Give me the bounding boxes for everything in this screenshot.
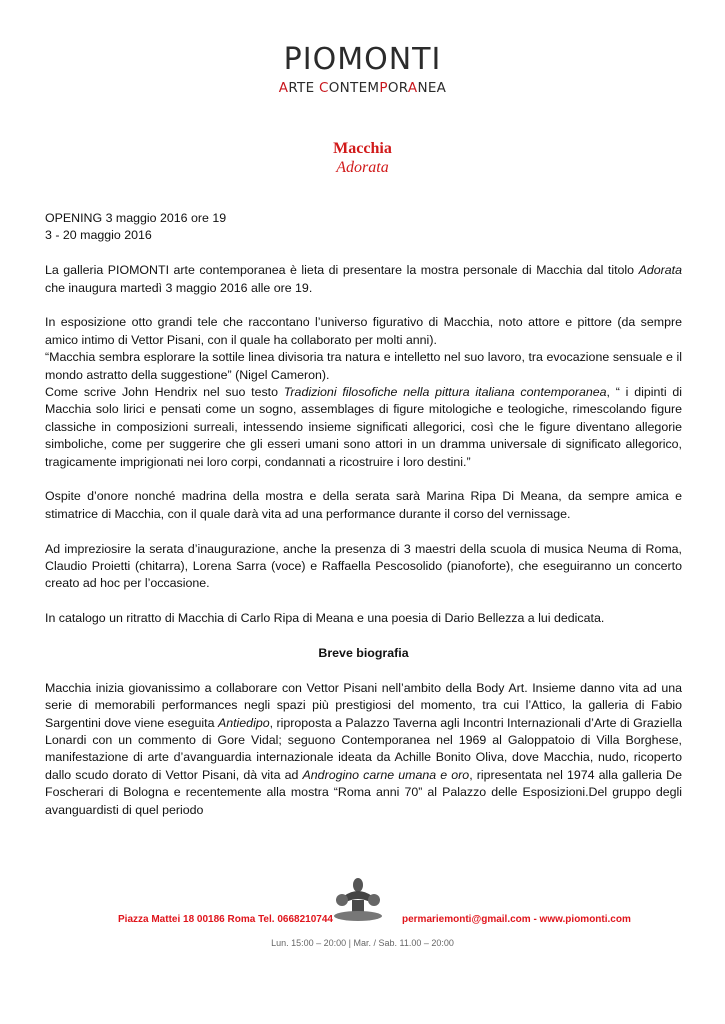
bio-heading: Breve biografia xyxy=(318,646,409,661)
paragraph-intro: La galleria PIOMONTI arte contemporanea è lieta di presentare la mostra personale di Macchia dal titolo Adorata che inaugura martedì 3 maggio 2016 alle ore 19. xyxy=(45,263,682,295)
footer-address: Piazza Mattei 18 00186 Roma Tel. 0668210744 xyxy=(118,914,333,925)
fountain-emblem-icon xyxy=(330,876,386,922)
opening-line: OPENING 3 maggio 2016 ore 19 xyxy=(45,211,227,225)
footer-contacts[interactable]: permariemonti@gmail.com - www.piomonti.com xyxy=(402,914,631,925)
exhibition-title: Adorata xyxy=(336,159,389,176)
paragraph-music: Ad impreziosire la serata d’inaugurazione, anche la presenza di 3 maestri della scuola di musica Neuma di Roma, Claudio Proietti (chitarra), Lorena Sarra (voce) e Raffaella Pescosolido (pianoforte), che eseguiranno un concerto creato ad hoc per l’occasione. xyxy=(45,541,682,591)
brand-logo-title: PIOMONTI xyxy=(283,42,442,77)
bio-text: Macchia inizia giovanissimo a collaborare con Vettor Pisani nell’ambito della Body Art. Insieme danno vita ad una serie di memorabili performances negli spazi più prestigiosi del momento, tra cui l’Attico, la galleria di Fabio Sargentini dove viene eseguita Antiedipo, riproposta a Palazzo Taverna agli Incontri Internazionali d’Arte di Graziella Lonardi con un commento di Gore Vidal; seguono Contemporanea nel 1969 al Galoppatoio di Villa Borghese, manifestazione di arte d’avanguardia internazionale ideata da Achille Bonito Oliva, dove Macchia, nudo, ricoperto dallo scudo dorato di Vettor Pisani, dà vita ad Androgino carne umana e oro, ripresentata nel 1974 alla galleria De Foscherari di Bologna e recentemente alla mostra “Roma anni 70” al Palazzo delle Esposizioni.Del gruppo degli avanguardisti di quel periodo xyxy=(45,680,682,817)
paragraph-hendrix: Come scrive John Hendrix nel suo testo Tradizioni filosofiche nella pittura italiana contemporanea, “ i dipinti di Macchia solo lirici e pensati come un sogno, assemblages di figure mitologiche e teologiche, rimescolando figure classiche in composizioni surreali, intessendo insieme significati allegorici, così che le figure diventano allegorie simboliche, come per suggerire che gli esseri umani sono attori in un dramma universale di significato allegorico, tragicamente imprigionati nei loro corpi, condannati a ricostruire i loro destini.” xyxy=(45,385,682,469)
press-release-body xyxy=(45,210,682,819)
paragraph-guest: Ospite d’onore nonché madrina della mostra e della serata sarà Marina Ripa Di Meana, da sempre amica e stimatrice di Macchia, con il quale darà vita ad una performance durante il corso del vernissage. xyxy=(45,489,682,521)
date-range: 3 - 20 maggio 2016 xyxy=(45,228,152,243)
paragraph-catalog: In catalogo un ritratto di Macchia di Carlo Ripa di Meana e una poesia di Dario Bellezza a lui dedicata. xyxy=(45,611,605,626)
brand-logo-subtitle: ARTE CONTEMPORANEA xyxy=(278,80,447,96)
exhibition-artist: Macchia xyxy=(333,140,392,157)
paragraph-quote: “Macchia sembra esplorare la sottile linea divisoria tra natura e intelletto nel suo lavoro, tra evocazione sensuale e il mondo astratto della suggestione” (Nigel Cameron). xyxy=(45,350,682,382)
paragraph-exhibition: In esposizione otto grandi tele che raccontano l’universo figurativo di Macchia, noto attore e pittore (da sempre amico intimo di Vettor Pisani, con il quale ha collaborato per molti anni). xyxy=(45,315,682,347)
footer-hours: Lun. 15:00 – 20:00 | Mar. / Sab. 11.00 – 20:00 xyxy=(271,938,454,948)
